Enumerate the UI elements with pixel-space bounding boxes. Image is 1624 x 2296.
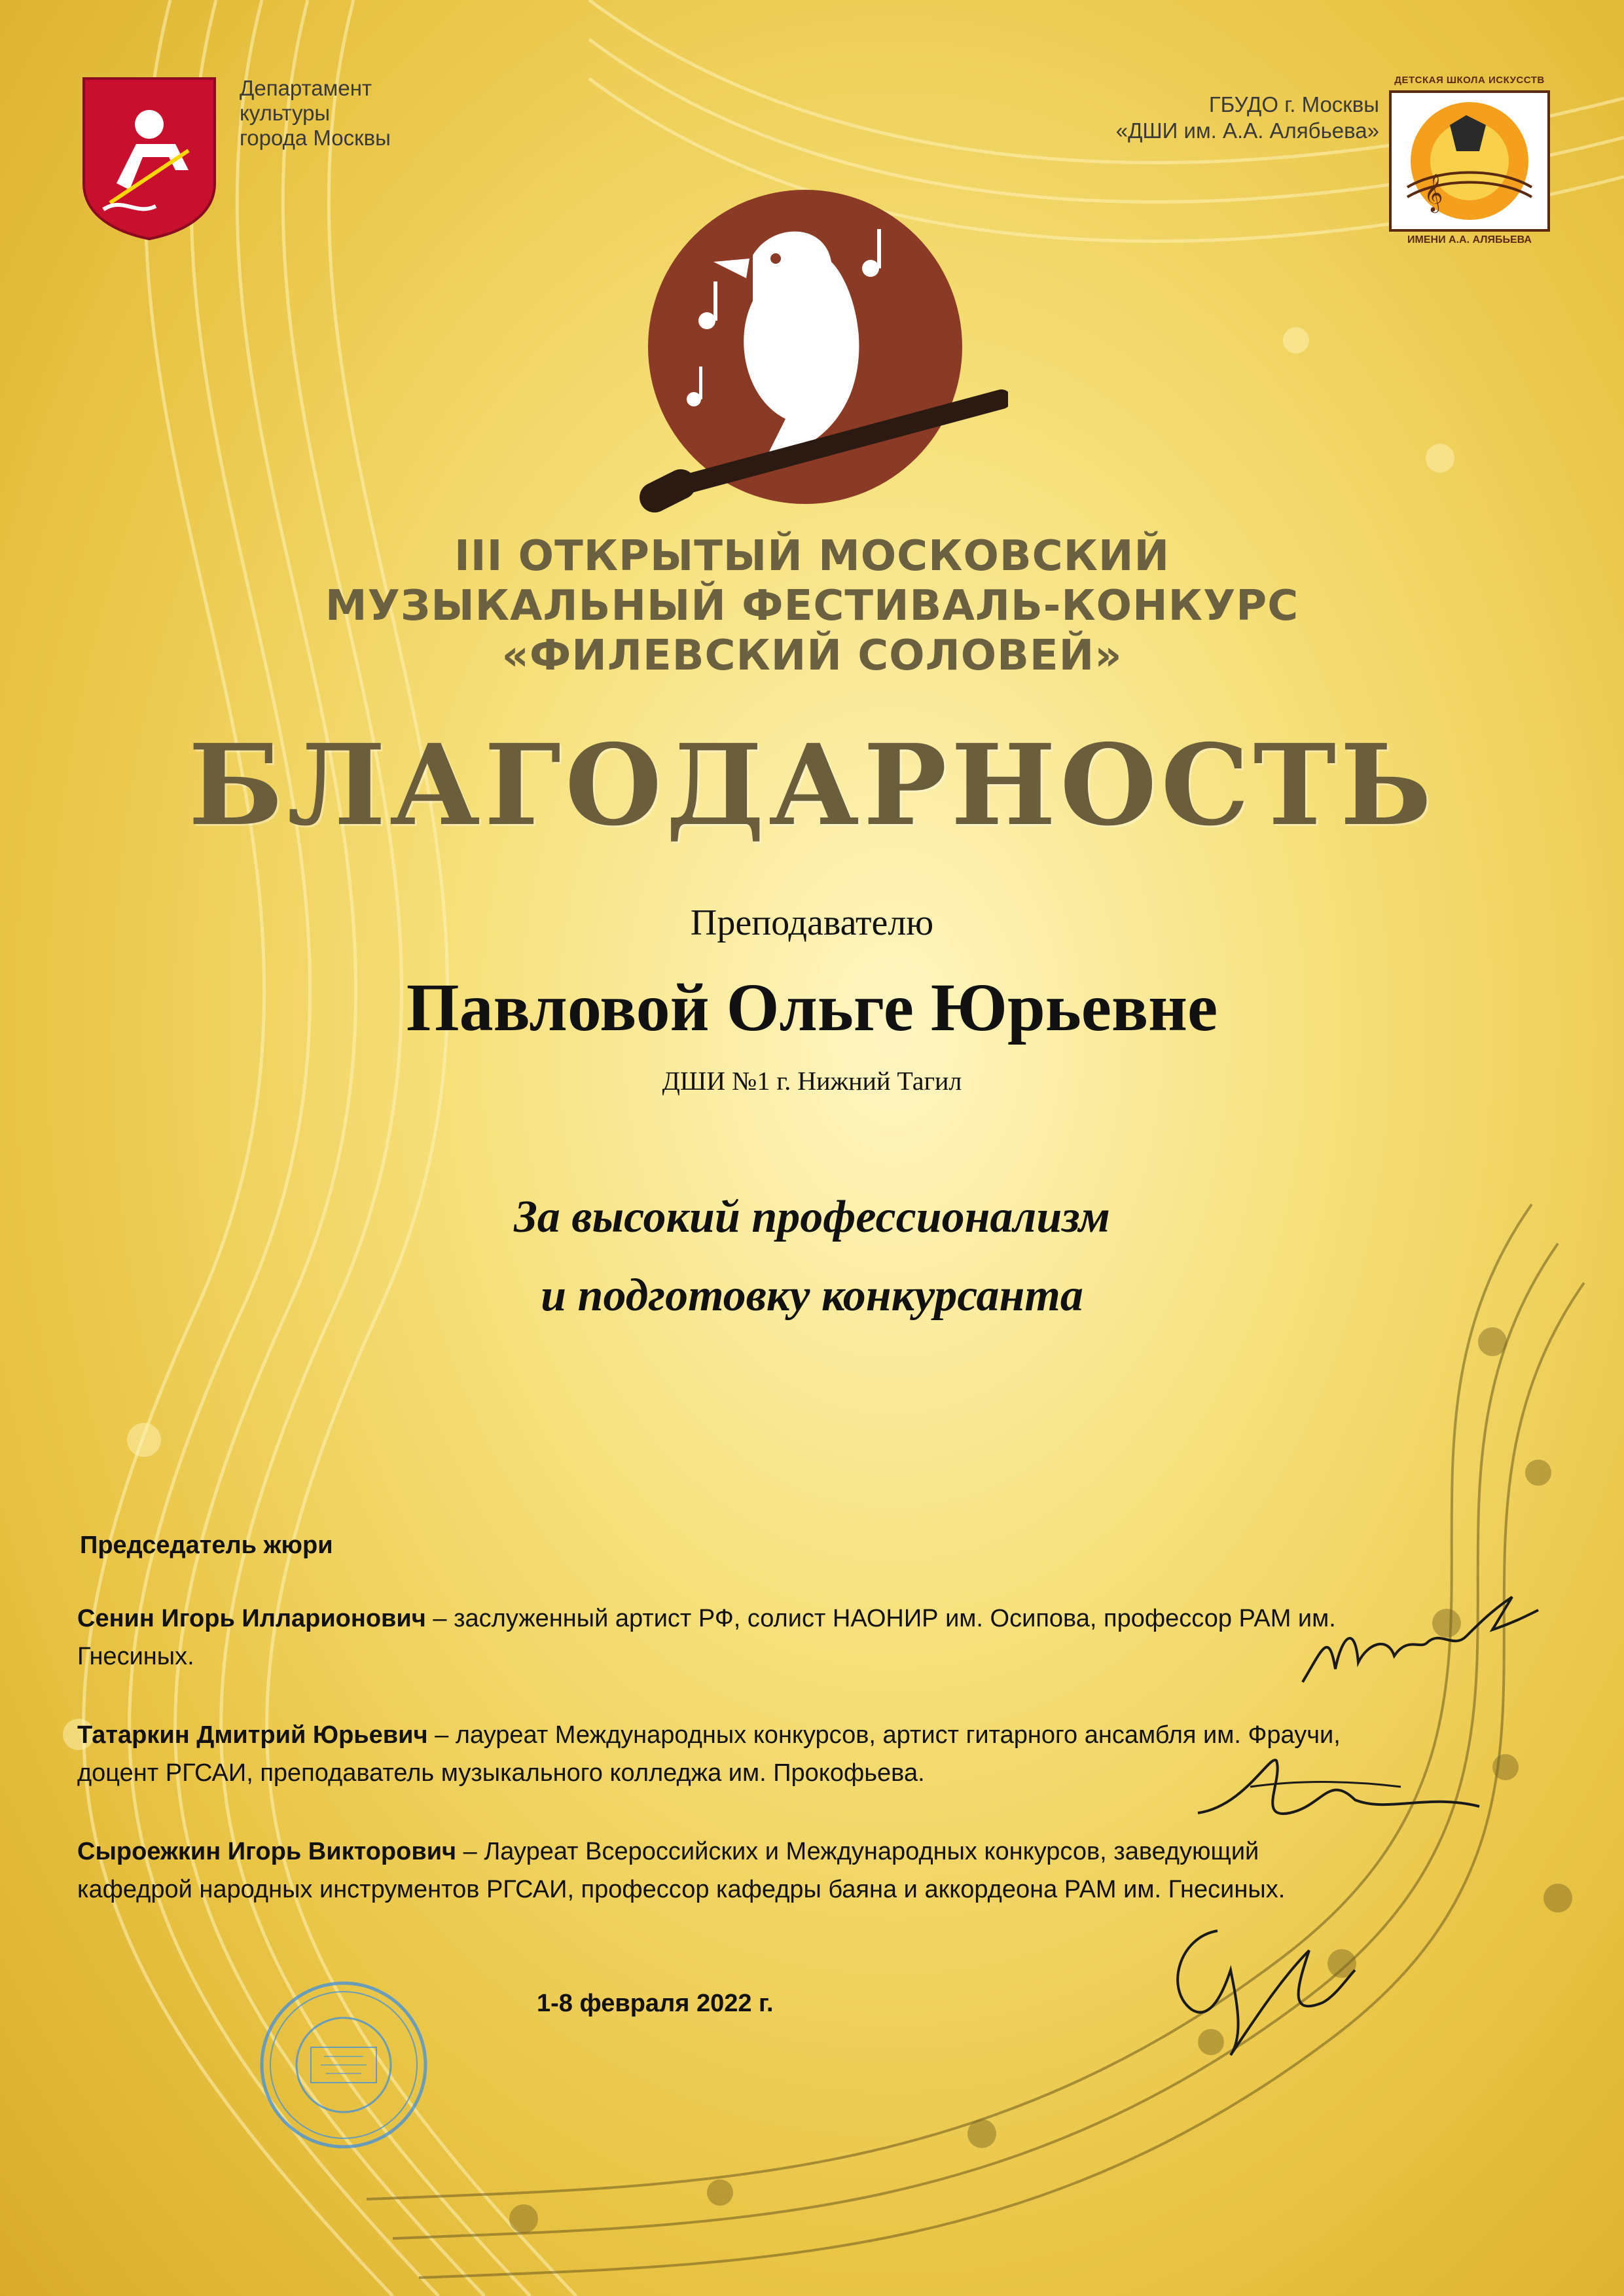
dept-line-3: города Москвы	[240, 126, 391, 150]
jury-member-2-desc: – лауреат Международных конкурсов, артист гитарного ансамбля им. Фраучи, доцент РГСАИ, преподаватель музыкального колледжа им. Прокофьева.	[77, 1721, 1341, 1787]
school-logo-bottom-text: ИМЕНИ А.А. АЛЯБЬЕВА	[1407, 234, 1532, 245]
nightingale-emblem-icon	[635, 183, 1008, 524]
school-line-2: «ДШИ им. А.А. Алябьева»	[1115, 118, 1379, 143]
moscow-coat-of-arms-icon	[77, 72, 221, 242]
festival-line-2: МУЗЫКАЛЬНЫЙ ФЕСТИВАЛЬ-КОНКУРС	[325, 582, 1299, 630]
dept-line-1: Департамент	[240, 76, 372, 100]
jury-member-1-name: Сенин Игорь Илларионович	[77, 1605, 426, 1632]
jury-member-1-desc: – заслуженный артист РФ, солист НАОНИР им. Осипова, профессор РАМ им. Гнесиных.	[77, 1605, 1336, 1670]
jury-member-3-desc: – Лауреат Всероссийских и Международных конкурсов, заведующий кафедрой народных инструментов РГСАИ, профессор кафедры баяна и аккордеона РАМ им. Гнесиных.	[77, 1838, 1286, 1903]
reason-line-2: и подготовку конкурсанта	[541, 1270, 1083, 1321]
event-date: 1-8 февраля 2022 г.	[537, 1990, 774, 2017]
jury-member-3	[77, 1833, 1380, 1909]
festival-line-3: «ФИЛЕВСКИЙ СОЛОВЕЙ»	[501, 632, 1123, 680]
signature-1	[1296, 1571, 1545, 1708]
reason-line-1: За высокий профессионализм	[514, 1192, 1110, 1242]
jury-member-2-name: Татаркин Дмитрий Юрьевич	[77, 1721, 428, 1749]
school-logo-icon	[1388, 89, 1551, 233]
signature-2	[1191, 1741, 1486, 1846]
festival-title	[0, 531, 1624, 681]
jury-member-1	[77, 1600, 1380, 1676]
school-logo-top-text: ДЕТСКАЯ ШКОЛА ИСКУССТВ	[1394, 75, 1545, 86]
signature-3	[1152, 1911, 1362, 2062]
school-line-1: ГБУДО г. Москвы	[1208, 92, 1379, 117]
department-name	[240, 76, 501, 151]
svg-text:𝄞: 𝄞	[1424, 173, 1443, 211]
school-name	[1013, 92, 1379, 144]
jury-member-2	[77, 1716, 1380, 1792]
school-logo	[1388, 75, 1551, 251]
dept-line-2: культуры	[240, 101, 331, 125]
award-reason	[0, 1178, 1624, 1335]
recipient-school: ДШИ №1 г. Нижний Тагил	[662, 1066, 962, 1096]
festival-line-1: III ОТКРЫТЫЙ МОСКОВСКИЙ	[454, 532, 1170, 581]
jury-member-3-name: Сыроежкин Игорь Викторович	[77, 1838, 457, 1865]
recipient-name: Павловой Ольге Юрьевне	[406, 970, 1218, 1045]
certificate-title: БЛАГОДАРНОСТЬ	[188, 720, 1436, 851]
jury-heading: Председатель жюри	[80, 1532, 333, 1559]
official-seal-stamp	[255, 1977, 432, 2153]
recipient-role: Преподавателю	[690, 903, 934, 943]
